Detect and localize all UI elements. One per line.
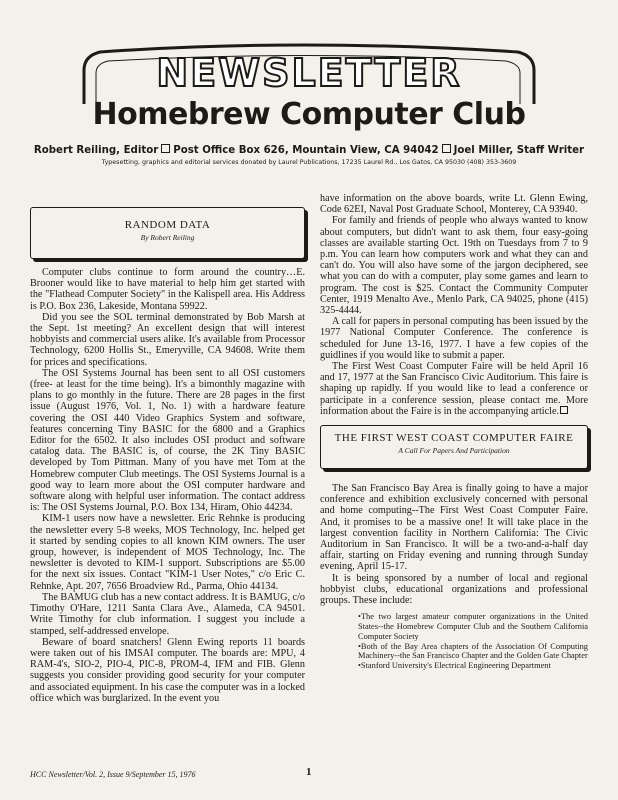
article-paragraph: A call for papers in personal computing has been issued by the 1977 National Computer Conference. The conference is scheduled for June 13-16, 1977. I have a few copies of the guidlines if you would like to submit a paper. [320,316,588,361]
banner-text: NEWSLETTER [156,51,462,95]
sponsor-item: •Stanford University's Electrical Engineering Department [358,661,551,671]
right-column [320,193,588,671]
separator-box-icon [161,144,170,153]
article-continuation: have information on the above boards, write Lt. Glenn Ewing, Code 62EI, Naval Post Graduate School, Monterey, CA 93940. [320,193,588,216]
random-data-title: RANDOM DATA [124,219,211,231]
faire-paragraph: The San Francisco Bay Area is finally going to have a major conference and exhibition exclusively concerned with personal and home computing--The First West Coast Computer Faire. And, it promises to be a massive one! It will take place in the largest convention facility in Northern California: The Civic Auditorium in San Francisco. It will be a two-and-a-half day affair, starting on Friday evening and running through Sunday evening, April 15-17. [320,483,588,573]
issue-line: HCC Newsletter/Vol. 2, Issue 9/September 15, 1976 [30,770,196,779]
faire-paragraph: It is being sponsored by a number of local and regional hobbyist clubs, educational organizations and professional groups. These include: [320,572,588,607]
article-paragraph: Beware of board snatchers! Glenn Ewing reports 11 boards were taken out of his IMSAI computer. The boards are: MPU, 4 RAM-4's, SIO-2, PIO-4, PIC-8, PROM-4, IFM and FIB. Glenn suggests you consider providing good security for your computer and associated equipment. In his case the computer was in a locked office which was burglarized. In the event you [30,636,305,704]
article-paragraph-text: The First West Coast Computer Faire will be held April 16 and 17, 1977 at the San Francisco Civic Auditorium. This faire is shaping up rapidly. If you would like to lead a conference or participate in a conference session, please contact me. More information about the Faire is in the accompanying article. [320,361,588,417]
random-data-heading [30,207,305,259]
end-mark-icon [560,406,568,414]
random-data-byline: By Robert Reiling [140,233,195,243]
article-paragraph: The OSI Systems Journal has been sent to all OSI customers (free- at least for the time being). It's a bimonthly magazine with plans to go monthly in the future. There are 28 pages in the first issue (August 1976, Vol. 1, No. 1) with a hardware feature covering the OSI 440 Video Graphics System and software, features concerning Tiny BASIC for the 6800 and a Graphics Editor for the 6502. It also includes OSI product and software catalog data. The BASIC is, of course, the 2K Tiny BASIC developed by Tom Pittman. Many of you have met Tom at the Homebrew computer Club meetings. The OSI Systems Journal is a good way to learn more about the OSI computer hardware and software along with helpful user information. The contact address is: The OSI Systems Journal, P.O. Box 134, Hiram, Ohio 44234. [30,367,305,514]
sponsor-item: •Both of the Bay Area chapters of the Association Of Computing Machinery--the San Francisco Chapter and the Golden Gate Chapter [358,641,588,661]
sponsor-list [358,612,588,671]
staff-writer-credit: Joel Miller, Staff Writer [453,145,585,156]
newsletter-banner [0,0,618,110]
sponsor-item: •The two largest amateur computer organizations in the United States--the Homebrew Computer Club and the Southern California Computer Society [358,612,588,641]
article-paragraph: Computer clubs continue to form around the country…E. Brooner would like to have material to help him get started with the "Flathead Computer Society" in the Kalispell area. His Address is P.O. Box 236, Lakeside, Montana 59922. [30,267,305,312]
article-paragraph: For family and friends of people who always wanted to know about computers, but didn't want to ask them, four easy-going classes are available starting Oct. 19th on Tuesdays from 7 to 9 p.m. You can learn how computers work and what they can and can't do. You will also have some of the jargon deciphered, see what you can do with a computer, play some games and learn to program. The cost is $25. Contact the Community Computer Center, 1919 Menalto Ave., Menlo Park, CA 94025, phone (415) 325-4444. [320,215,588,317]
article-paragraph: The BAMUG club has a new contact address. It is BAMUG, c/o Timothy O'Hare, 1211 Santa Clara Ave., Alameda, CA 94501. Write Timothy for club information. I suggest you include a stamped, self-addressed envelope. [30,591,305,637]
credits-line [0,144,618,156]
typesetting-credit: Typesetting, graphics and editorial services donated by Laurel Publications, 17235 Laurel Rd., Los Gatos, CA 95030 (408) 353-3609 [101,159,517,166]
faire-subtitle: A Call For Papers And Participation [398,446,510,456]
masthead [0,0,618,200]
article-paragraph [320,361,588,417]
article-paragraph: Did you see the SOL terminal demonstrated by Bob Marsh at the Sept. 1st meeting? An excellent design that will interest hobbyists and commercial users alike. It's available from Processor Technology, 6200 Hollis St., Emeryville, CA 94608. Write them for prices and specifications. [30,311,305,368]
article-paragraph: KIM-1 users now have a newsletter. Eric Rehnke is producing the newsletter every 5-8 weeks, MOS Technology, Inc. helped get it started by sending copies to all known KIM owners. The user group, however, is independent of MOS Technology, Inc. The newsletter is devoted to KIM-1 support. Subscriptions are $5.00 for the next six issues. Contact "KIM-1 User Notes," c/o Eric C. Rehnke, Apt. 207, 7656 Broadview Rd., Parma, Ohio 44134. [30,513,305,592]
left-column [30,205,305,704]
club-title: Homebrew Computer Club [92,97,526,132]
page-number: 1 [306,766,312,778]
separator-box-icon [442,144,451,153]
editor-credit: Robert Reiling, Editor [33,145,159,156]
faire-title: THE FIRST WEST COAST COMPUTER FAIRE [334,432,574,445]
club-address: Post Office Box 626, Mountain View, CA 94042 [173,145,439,156]
faire-heading [320,425,588,469]
